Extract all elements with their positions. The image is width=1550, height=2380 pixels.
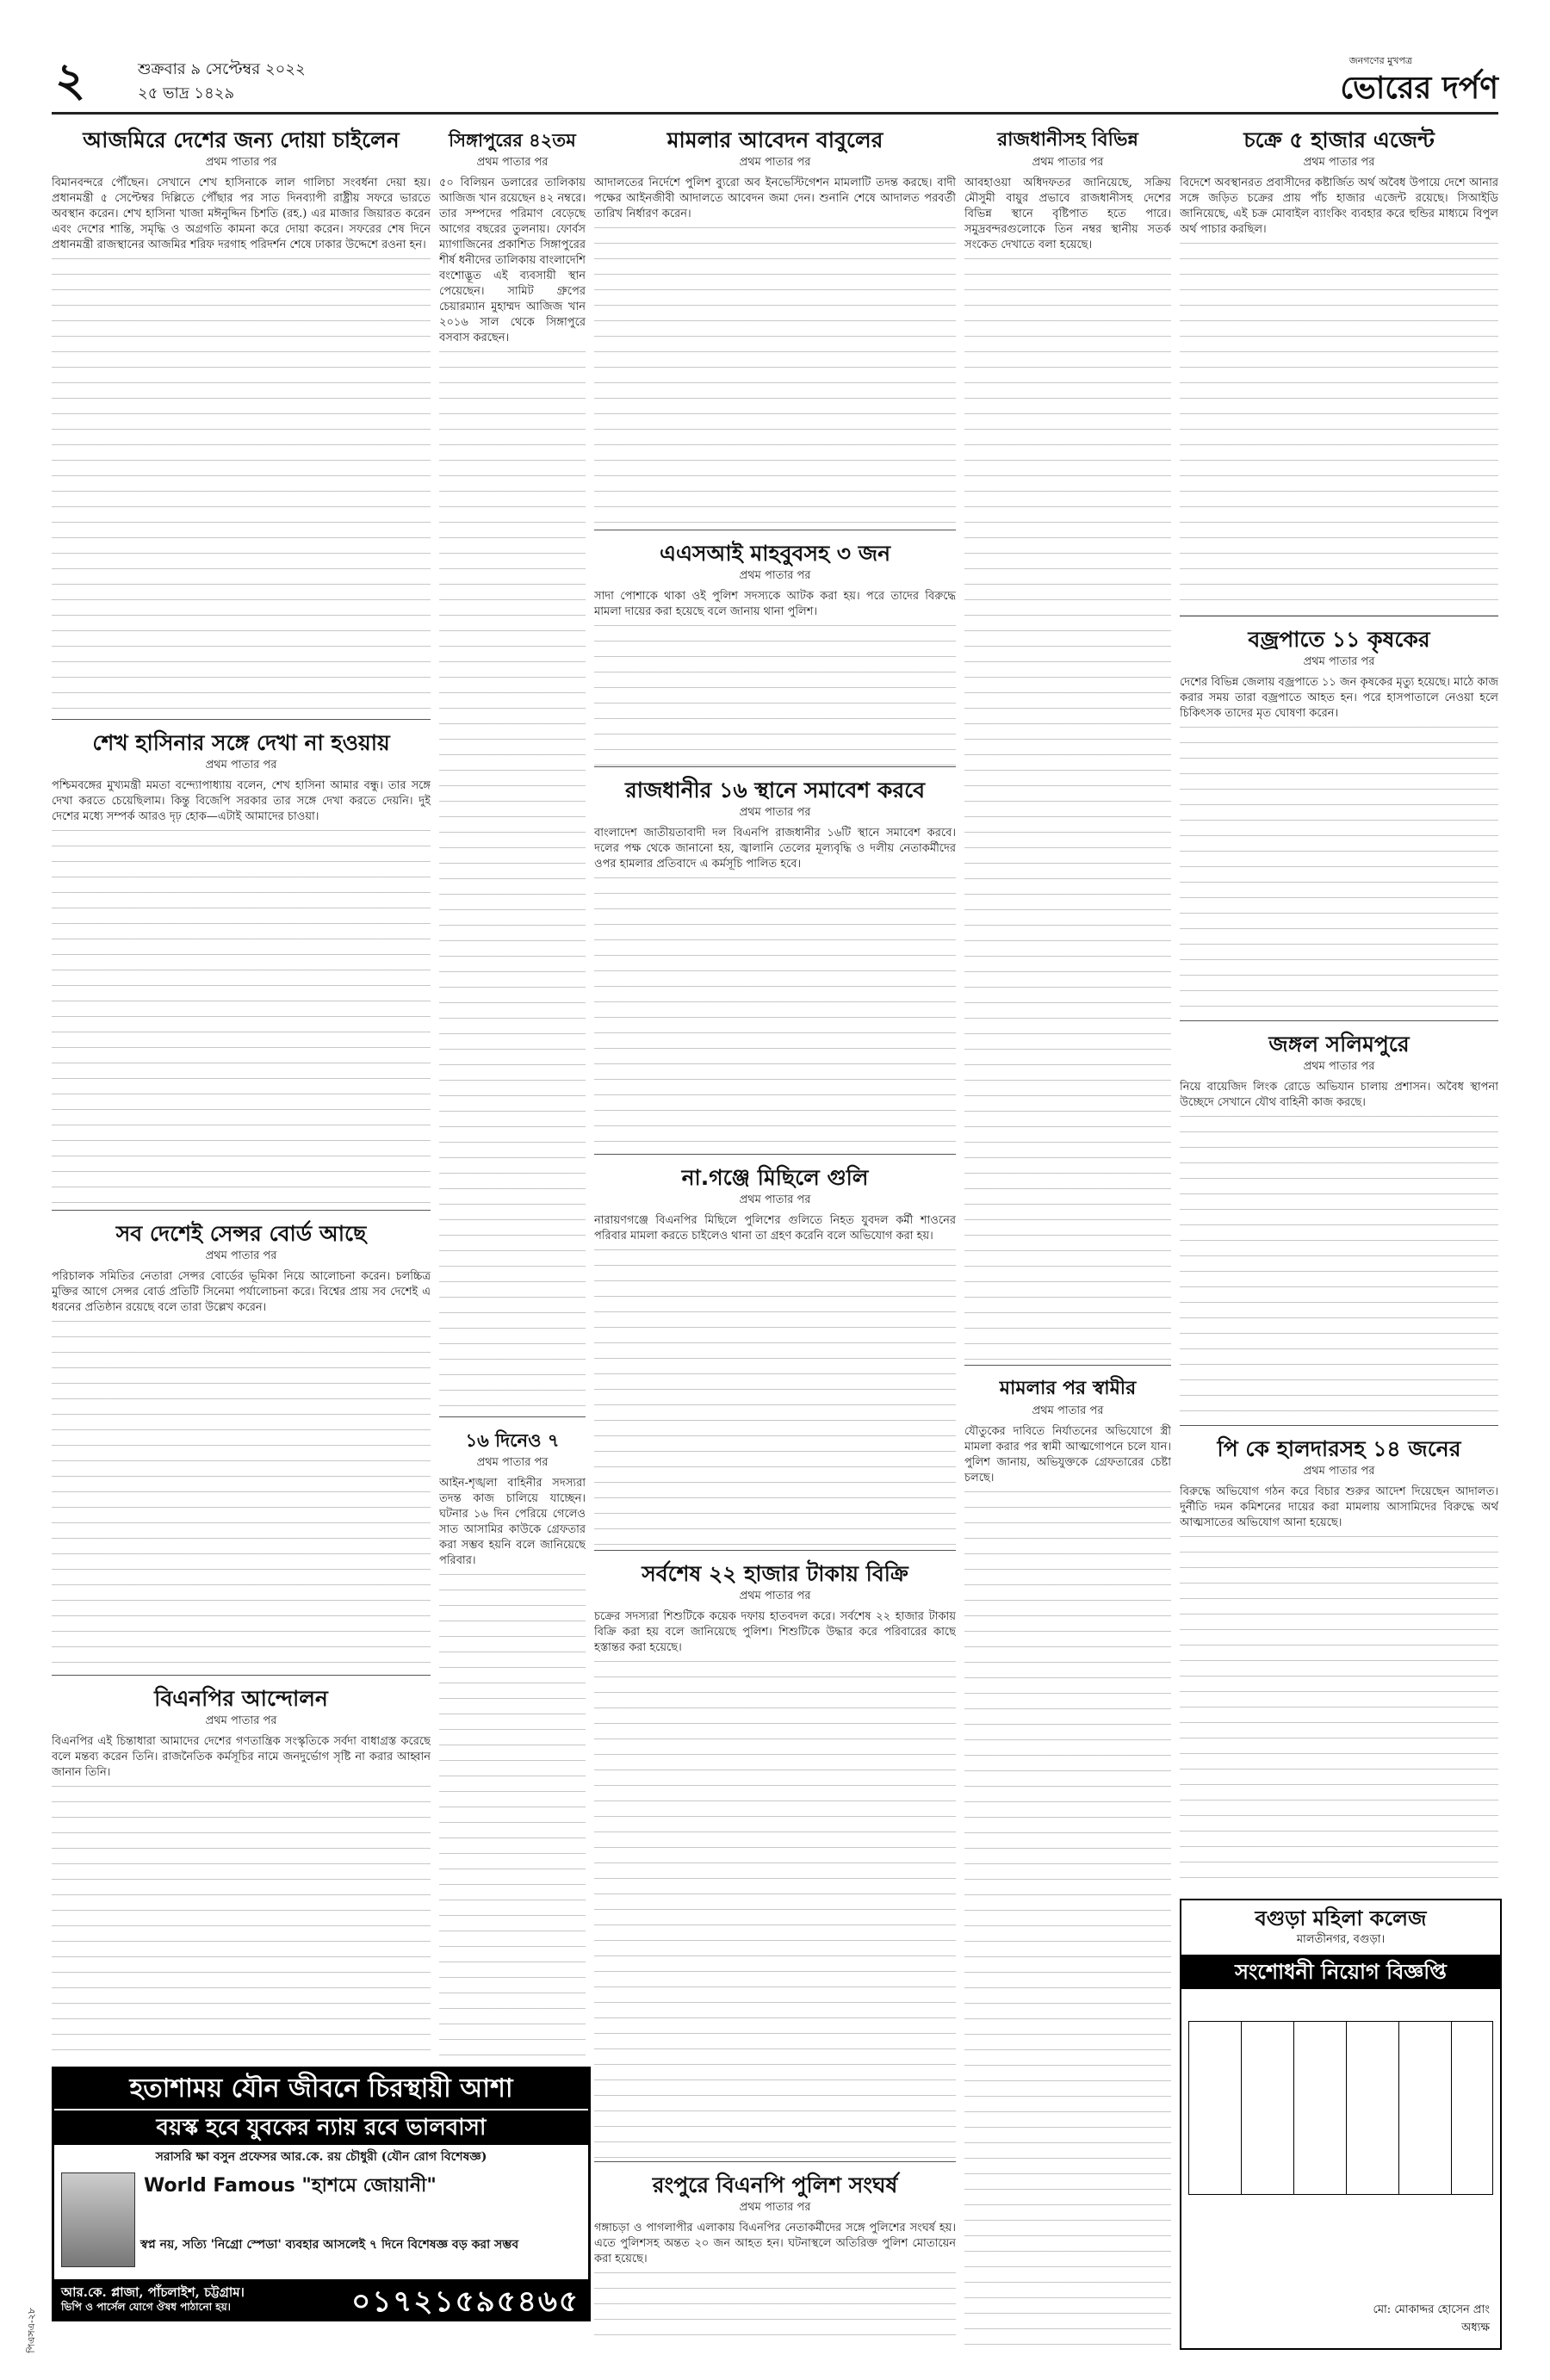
kicker: প্রথম পাতার পর [739,156,811,169]
newspaper-tagline: জনগণের মুখপত্র [1348,55,1412,66]
headline: চক্রে ৫ হাজার এজেন্ট [1243,127,1435,152]
column-3 [594,125,956,2346]
body-text-lines [594,2267,956,2346]
story-body: নারায়ণগঞ্জে বিএনপির মিছিলে পুলিশের গুলিতে নিহত যুবদল কর্মী শাওনের পরিবার মামলা করতে চাইলেও থানা তা গ্রহণ করেনি বলে অভিযোগ করা হয়। [594,1214,956,1243]
column-2 [439,125,586,2058]
body-text-lines [594,1656,956,2162]
headline: মামলার আবেদন বাবুলের [666,127,884,152]
story-bojropat [1180,624,1498,1021]
story-chokro [1180,125,1498,617]
kicker: প্রথম পাতার পর [1303,156,1375,169]
notice-college: বগুড়া মহিলা কলেজ [1255,1906,1427,1931]
story-body: বিএনপির এই চিন্তাধারা আমাদের দেশের গণতান্ত্রিক সংস্কৃতিকে সর্বদা বাধাগ্রস্ত করেছে বলে মন্তব্য করেন তিনি। রাজনৈতিক কর্মসূচির নামে জনদুর্ভোগ সৃষ্টি না করার আহ্বান জানান তিনি। [52,1735,431,1779]
story-body: দেশের বিভিন্ন জেলায় বজ্রপাতে ১১ জন কৃষকের মৃত্যু হয়েছে। মাঠে কাজ করার সময় তারা বজ্রপাতে আহত হন। পরে হাসপাতালে নেওয়া হলে চিকিৎসক তাদের মৃত ঘোষণা করেন। [1180,676,1498,720]
story-body: আইন-শৃঙ্খলা বাহিনীর সদস্যরা তদন্ত কাজ চালিয়ে যাচ্ছেন। ঘটনার ১৬ দিন পেরিয়ে গেলেও সাত আসামির কাউকে গ্রেফতার করা সম্ভব হয়নি বলে জানিয়েছে পরিবার। [439,1477,586,1567]
body-text-lines [439,346,586,1417]
story-shekh-hasina [52,728,431,1211]
headline: মামলার পর স্বামীর [999,1378,1137,1399]
story-asi-mahbub [594,538,956,767]
body-text-lines [1180,722,1498,1021]
kicker: প্রথম পাতার পর [739,806,811,819]
story-body: আদালতের নির্দেশে পুলিশ ব্যুরো অব ইনভেস্টিগেশন মামলাটি তদন্ত করছে। বাদী পক্ষের আইনজীবী আদালতে আবেদন জমা দেন। শুনানি শেষে আদালত পরবর্তী তারিখ নির্ধারণ করেন। [594,177,956,220]
side-code: পিএসএ-২৮ [26,2308,37,2353]
headline: সর্বশেষ ২২ হাজার টাকায় বিক্রি [642,1561,908,1586]
story-mamlar-babul [594,125,956,530]
ad-product: World Famous "হাশমে জোয়ানী" [144,2175,437,2197]
story-body: বিরুদ্ধে অভিযোগ গঠন করে বিচার শুরুর আদেশ দিয়েছেন আদালত। দুর্নীতি দমন কমিশনের দায়ের করা মামলায় আসামিদের বিরুদ্ধে অর্থ আত্মসাতের অভিযোগ আনা হয়েছে। [1180,1485,1498,1529]
notice-title: সংশোধনী নিয়োগ বিজ্ঞপ্তি [1181,1955,1500,1989]
story-rajdhani-soho [964,125,1171,1366]
story-body: সাদা পোশাকে থাকা ওই পুলিশ সদস্যকে আটক করা হয়। পরে তাদের বিরুদ্ধে মামলা দায়ের করা হয়েছে বলে জানায় থানা পুলিশ। [594,590,956,618]
body-text-lines [594,222,956,530]
headline: না.গঞ্জে মিছিলে গুলি [681,1165,869,1190]
story-singapore [439,125,586,1417]
kicker: প্রথম পাতার পর [205,759,277,772]
headline: বিএনপির আন্দোলন [154,1686,328,1711]
ad-address: আর.কে. প্লাজা, পাঁচলাইশ, চট্টগ্রাম। [61,2284,245,2300]
headline: সিঙ্গাপুরের ৪২তম [449,130,576,151]
doctor-photo [61,2172,135,2267]
story-body: বিমানবন্দরে পৌঁছেন। সেখানে শেখ হাসিনাকে লাল গালিচা সংবর্ধনা দেয়া হয়। প্রধানমন্ত্রী ৫ সেপ্টেম্বর দিল্লিতে পৌঁছার পর সাত দিনব্যাপী রাষ্ট্রীয় সফরে ভারতে অবস্থান করেন। শেখ হাসিনা খাজা মঈনুদ্দিন চিশতি (রহ.) এর মাজার জিয়ারত করেন এবং দেশের শান্তি, সমৃদ্ধি ও অগ্রগতি কামনা করে দোয়া করেন। সফরের শেষ দিনে প্রধানমন্ত্রী রাজস্থানের আজমির শরিফ দরগাহ পরিদর্শন শেষে ঢাকার উদ্দেশে রওনা হন। [52,177,431,251]
story-pk-haldar [1180,1434,1498,1890]
body-text-lines [594,872,956,1155]
notice-signature [1373,2302,1490,2338]
headline: শেখ হাসিনার সঙ্গে দেখা না হওয়ায় [92,730,390,755]
signatory-name: মো: মোকাদ্দর হোসেন প্রাং [1373,2303,1490,2316]
story-body: পশ্চিমবঙ্গের মুখ্যমন্ত্রী মমতা বন্দ্যোপাধ্যায় বলেন, শেখ হাসিনা আমার বন্ধু। তার সঙ্গে দেখা করতে চেয়েছিলাম। কিন্তু বিজেপি সরকার তার সঙ্গে দেখা করতে দেয়নি। দুই দেশের মধ্যে সম্পর্ক আরও দৃঢ় হোক—এটাই আমাদের চাওয়া। [52,779,431,823]
story-body: গঙ্গাচড়া ও পাগলাপীর এলাকায় বিএনপির নেতাকর্মীদের সঙ্গে পুলিশের সংঘর্ষ হয়। এতে পুলিশসহ অন্তত ২০ জন আহত হন। ঘটনাস্থলে অতিরিক্ত পুলিশ মোতায়েন করা হয়েছে। [594,2222,956,2265]
kicker: প্রথম পাতার পর [476,156,549,169]
headline: রাজধানীর ১৬ স্থানে সমাবেশ করবে [624,778,926,803]
story-body: বাংলাদেশ জাতীয়তাবাদী দল বিএনপি রাজধানীর ১৬টি স্থানে সমাবেশ করবে। দলের পক্ষ থেকে জানানো হয়, জ্বালানি তেলের মূল্যবৃদ্ধি ও দলীয় নেতাকর্মীদের ওপর হামলার প্রতিবাদে এ কর্মসূচি পালিত হবে। [594,827,956,871]
kicker: প্রথম পাতার পর [1303,1465,1375,1478]
story-bnp-andolon [52,1683,431,2058]
kicker: প্রথম পাতার পর [1032,1404,1104,1417]
body-text-lines [1180,1111,1498,1426]
kicker: প্রথম পাতার পর [739,2201,811,2214]
notice-address: মালতীনগর, বগুড়া। [1296,1933,1386,1946]
newspaper-title: ভোরের দর্পণ [1340,71,1498,106]
column-4 [964,125,1171,2346]
kicker: প্রথম পাতার পর [739,1193,811,1206]
ad-headline: হতাশাময় যৌন জীবনে চিরস্থায়ী আশা [54,2069,588,2109]
headline: আজমিরে দেশের জন্য দোয়া চাইলেন [83,127,400,152]
body-text-lines [1180,238,1498,617]
body-text-lines [1180,1531,1498,1890]
story-body: বিদেশে অবস্থানরত প্রবাসীদের কষ্টার্জিত অর্থ অবৈধ উপায়ে দেশে আনার সঙ্গে জড়িত চক্রের প্রায় পাঁচ হাজার এজেন্ট রয়েছে। সিআইডি জানিয়েছে, এই চক্র মোবাইল ব্যাংকিং ব্যবহার করে হুন্ডির মাধ্যমে বিপুল অর্থ পাচার করছিল। [1180,177,1498,236]
kicker: প্রথম পাতার পর [205,156,277,169]
masthead [52,53,1498,115]
headline: রংপুরে বিএনপি পুলিশ সংঘর্ষ [652,2172,898,2197]
headline: এএসআই মাহবুবসহ ৩ জন [659,541,891,566]
headline: বজ্রপাতে ১১ কৃষকের [1248,627,1430,652]
ad-tagline: সরাসরি ক্ষা বসুন প্রফেসর আর.কে. রয় চৌধুরী (যৌন রোগ বিশেষজ্ঞ) [155,2150,487,2164]
story-mamlar-por [964,1373,1171,2346]
story-jongol-salimpur [1180,1029,1498,1426]
body-text-lines [52,253,431,720]
notice-table [1188,2021,1493,2195]
body-text-lines [52,825,431,1211]
body-text-lines [964,1486,1171,2346]
kicker: প্রথম পাতার পর [1032,156,1104,169]
kicker: প্রথম পাতার পর [739,1590,811,1602]
kicker: প্রথম পাতার পর [205,1249,277,1262]
story-censor-board [52,1218,431,1676]
kicker: প্রথম পাতার পর [1303,1060,1375,1073]
story-body: যৌতুকের দাবিতে নির্যাতনের অভিযোগে স্ত্রী মামলা করার পর স্বামী আত্মগোপনে চলে যান। পুলিশ জানায়, অভিযুক্তকে গ্রেফতারের চেষ্টা চলছে। [964,1425,1171,1484]
body-text-lines [52,1781,431,2058]
story-ajmir [52,125,431,720]
story-body: ৫০ বিলিয়ন ডলারের তালিকায় আজিজ খান রয়েছেন ৪২ নম্বরে। তার সম্পদের পরিমাণ বেড়েছে আগের বছরের তুলনায়। ফোর্বস ম্যাগাজিনের প্রকাশিত সিঙ্গাপুরের শীর্ষ ধনীদের তালিকায় বাংলাদেশি বংশোদ্ভূত এই ব্যবসায়ী স্থান পেয়েছেন। সামিট গ্রুপের চেয়ারম্যান মুহাম্মদ আজিজ খান ২০১৬ সাল থেকে সিঙ্গাপুরে বসবাস করছেন। [439,177,586,344]
column-1 [52,125,431,2058]
story-sixteen-days [439,1425,586,2058]
kicker: প্রথম পাতার পর [739,569,811,582]
story-body: পরিচালক সমিতির নেতারা সেন্সর বোর্ডের ভূমিকা নিয়ে আলোচনা করেন। চলচ্চিত্র মুক্তির আগে সেন্সর বোর্ড প্রতিটি সিনেমা পর্যালোচনা করে। বিশ্বের প্রায় সব দেশেই এ ধরনের প্রতিষ্ঠান রয়েছে বলে তারা উল্লেখ করেন। [52,1270,431,1314]
advertisement [52,2067,591,2321]
ad-subheadline: বয়স্ক হবে যুবকের ন্যায় রবে ভালবাসা [54,2109,588,2145]
story-body: নিয়ে বায়েজিদ লিংক রোডে অভিযান চালায় প্রশাসন। অবৈধ স্থাপনা উচ্ছেদে সেখানে যৌথ বাহিনী কাজ করছে। [1180,1081,1498,1109]
story-naganj [594,1162,956,1551]
page-number: ২ [55,52,86,107]
story-sorbosesh [594,1559,956,2162]
kicker: প্রথম পাতার পর [476,1456,549,1469]
story-body: চক্রের সদস্যরা শিশুটিকে কয়েক দফায় হাতবদল করে। সর্বশেষ ২২ হাজার টাকায় বিক্রি করা হয় বলে জানিয়েছে পুলিশ। শিশুটিকে উদ্ধার করে পরিবারের কাছে হস্তান্তর করা হয়েছে। [594,1610,956,1654]
signatory-role: অধ্যক্ষ [1461,2321,1490,2334]
story-rajdhani-16 [594,775,956,1155]
body-text-lines [52,1316,431,1676]
headline: সব দেশেই সেন্সর বোর্ড আছে [115,1221,367,1246]
column-5 [1180,125,1498,1890]
story-rangpur [594,2170,956,2346]
date-gregorian: শুক্রবার ৯ সেপ্টেম্বর ২০২২ [138,60,306,78]
ad-phone: ০১৭২১৫৯৫৪৬৫ [351,2284,580,2319]
date-bangla: ২৫ ভাদ্র ১৪২৯ [138,84,235,102]
kicker: প্রথম পাতার পর [1303,655,1375,668]
ad-contact-bar [54,2279,588,2319]
recruitment-notice [1180,1899,1502,2350]
headline: পি কে হালদারসহ ১৪ জনের [1217,1436,1461,1461]
body-text-lines [594,620,956,767]
body-text-lines [964,253,1171,1366]
kicker: প্রথম পাতার পর [205,1714,277,1727]
headline: জঙ্গল সলিমপুরে [1268,1032,1410,1057]
body-text-lines [439,1569,586,2058]
headline: রাজধানীসহ বিভিন্ন [997,129,1138,151]
story-body: আবহাওয়া অধিদফতর জানিয়েছে, সক্রিয় মৌসুমী বায়ুর প্রভাবে রাজধানীসহ দেশের বিভিন্ন স্থানে বৃষ্টিপাত হতে পারে। সমুদ্রবন্দরগুলোকে তিন নম্বর স্থানীয় সতর্ক সংকেত দেখাতে বলা হয়েছে। [964,177,1171,251]
body-text-lines [594,1244,956,1551]
newspaper-logo [1249,53,1498,108]
ad-delivery: ভিপি ও পার্সেল যোগে ঔষধ পাঠানো হয়। [61,2301,231,2313]
ad-slogan: স্বপ্ন নয়, সত্যি 'নিগ্রো স্পেডা' ব্যবহার আসলেই ৭ দিনে বিশেষজ্ঞ বড় করা সম্ভব [140,2238,519,2252]
headline: ১৬ দিনেও ৭ [465,1430,560,1451]
